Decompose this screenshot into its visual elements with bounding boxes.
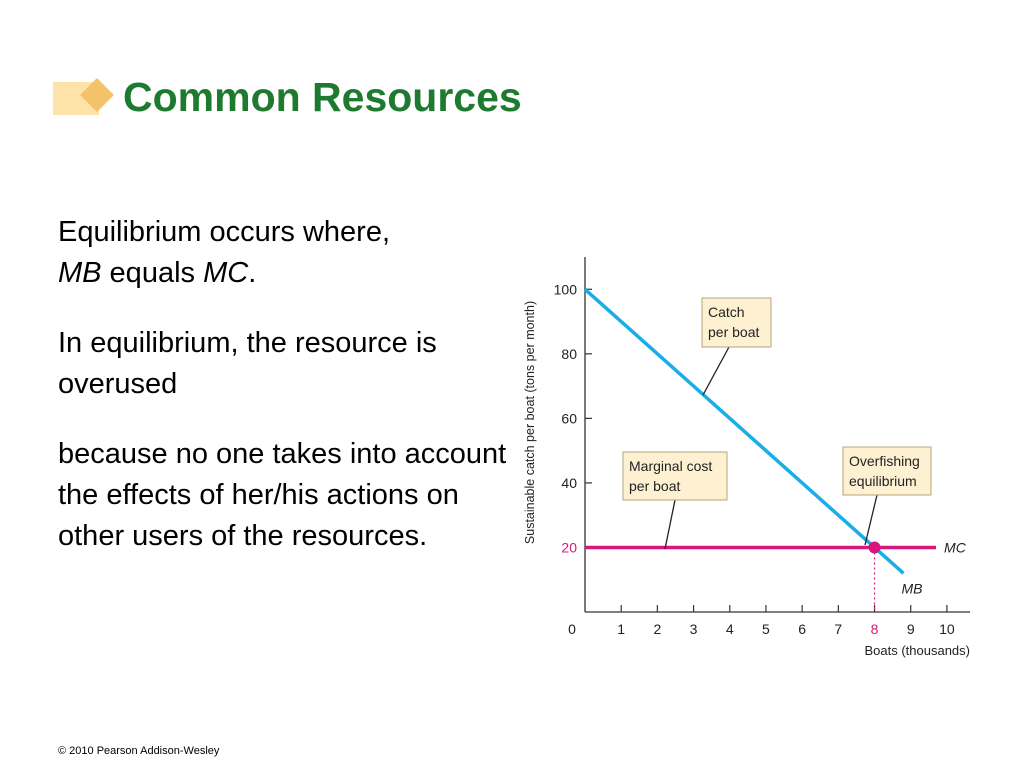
- callout-label: Overfishing: [849, 453, 920, 469]
- y-tick-label: 80: [561, 345, 577, 362]
- y-axis-title: Sustainable catch per boat (tons per month): [523, 300, 537, 545]
- x-tick-label: 8: [870, 621, 879, 637]
- body-text-run: equals: [101, 257, 204, 289]
- body-paragraph: [58, 434, 508, 557]
- mc-series-label: MC: [944, 539, 966, 556]
- title-decoration-icon: [53, 79, 113, 121]
- y-tick-label: 20: [561, 539, 577, 556]
- callout-leader: [865, 495, 877, 545]
- body-text-run: .: [248, 257, 257, 289]
- x-tick-label: 3: [689, 621, 698, 637]
- x-tick-label: 5: [762, 621, 770, 637]
- callout-label: equilibrium: [849, 473, 917, 489]
- body-text-run: MC: [203, 257, 249, 289]
- body-paragraph: [58, 212, 508, 294]
- x-tick-label: 10: [939, 621, 955, 637]
- x-tick-label: 2: [653, 621, 662, 637]
- body-paragraph: [58, 323, 508, 405]
- callout-label: per boat: [629, 478, 681, 494]
- callout-label: Marginal cost: [629, 458, 713, 474]
- callout-leader: [703, 347, 729, 395]
- body-text-run: In equilibrium, the resource is overused: [58, 327, 437, 400]
- copyright-footer: © 2010 Pearson Addison-Wesley: [58, 745, 220, 757]
- x-tick-label: 4: [725, 621, 734, 637]
- origin-label: 0: [568, 621, 576, 637]
- body-text-run: Equilibrium occurs where,: [58, 216, 391, 248]
- x-tick-label: 7: [834, 621, 843, 637]
- x-axis-title: Boats (thousands): [864, 643, 970, 658]
- x-tick-label: 9: [906, 621, 915, 637]
- y-tick-label: 40: [561, 474, 577, 491]
- body-text-run: because no one takes into account the effects of her/his actions on other users of the resources.: [58, 438, 507, 552]
- equilibrium-point: [869, 541, 881, 553]
- body-text-run: MB: [58, 257, 102, 289]
- callout-leader: [665, 500, 675, 549]
- x-tick-label: 6: [798, 621, 807, 637]
- common-resources-chart: [515, 245, 985, 670]
- callout-label: per boat: [708, 324, 760, 340]
- y-tick-label: 100: [553, 281, 577, 298]
- mb-series-label: MB: [901, 580, 923, 597]
- callout-label: Catch: [708, 304, 745, 320]
- slide-body: [58, 212, 508, 586]
- x-tick-label: 1: [617, 621, 626, 637]
- slide-title: Common Resources: [123, 74, 522, 120]
- y-tick-label: 60: [561, 410, 577, 427]
